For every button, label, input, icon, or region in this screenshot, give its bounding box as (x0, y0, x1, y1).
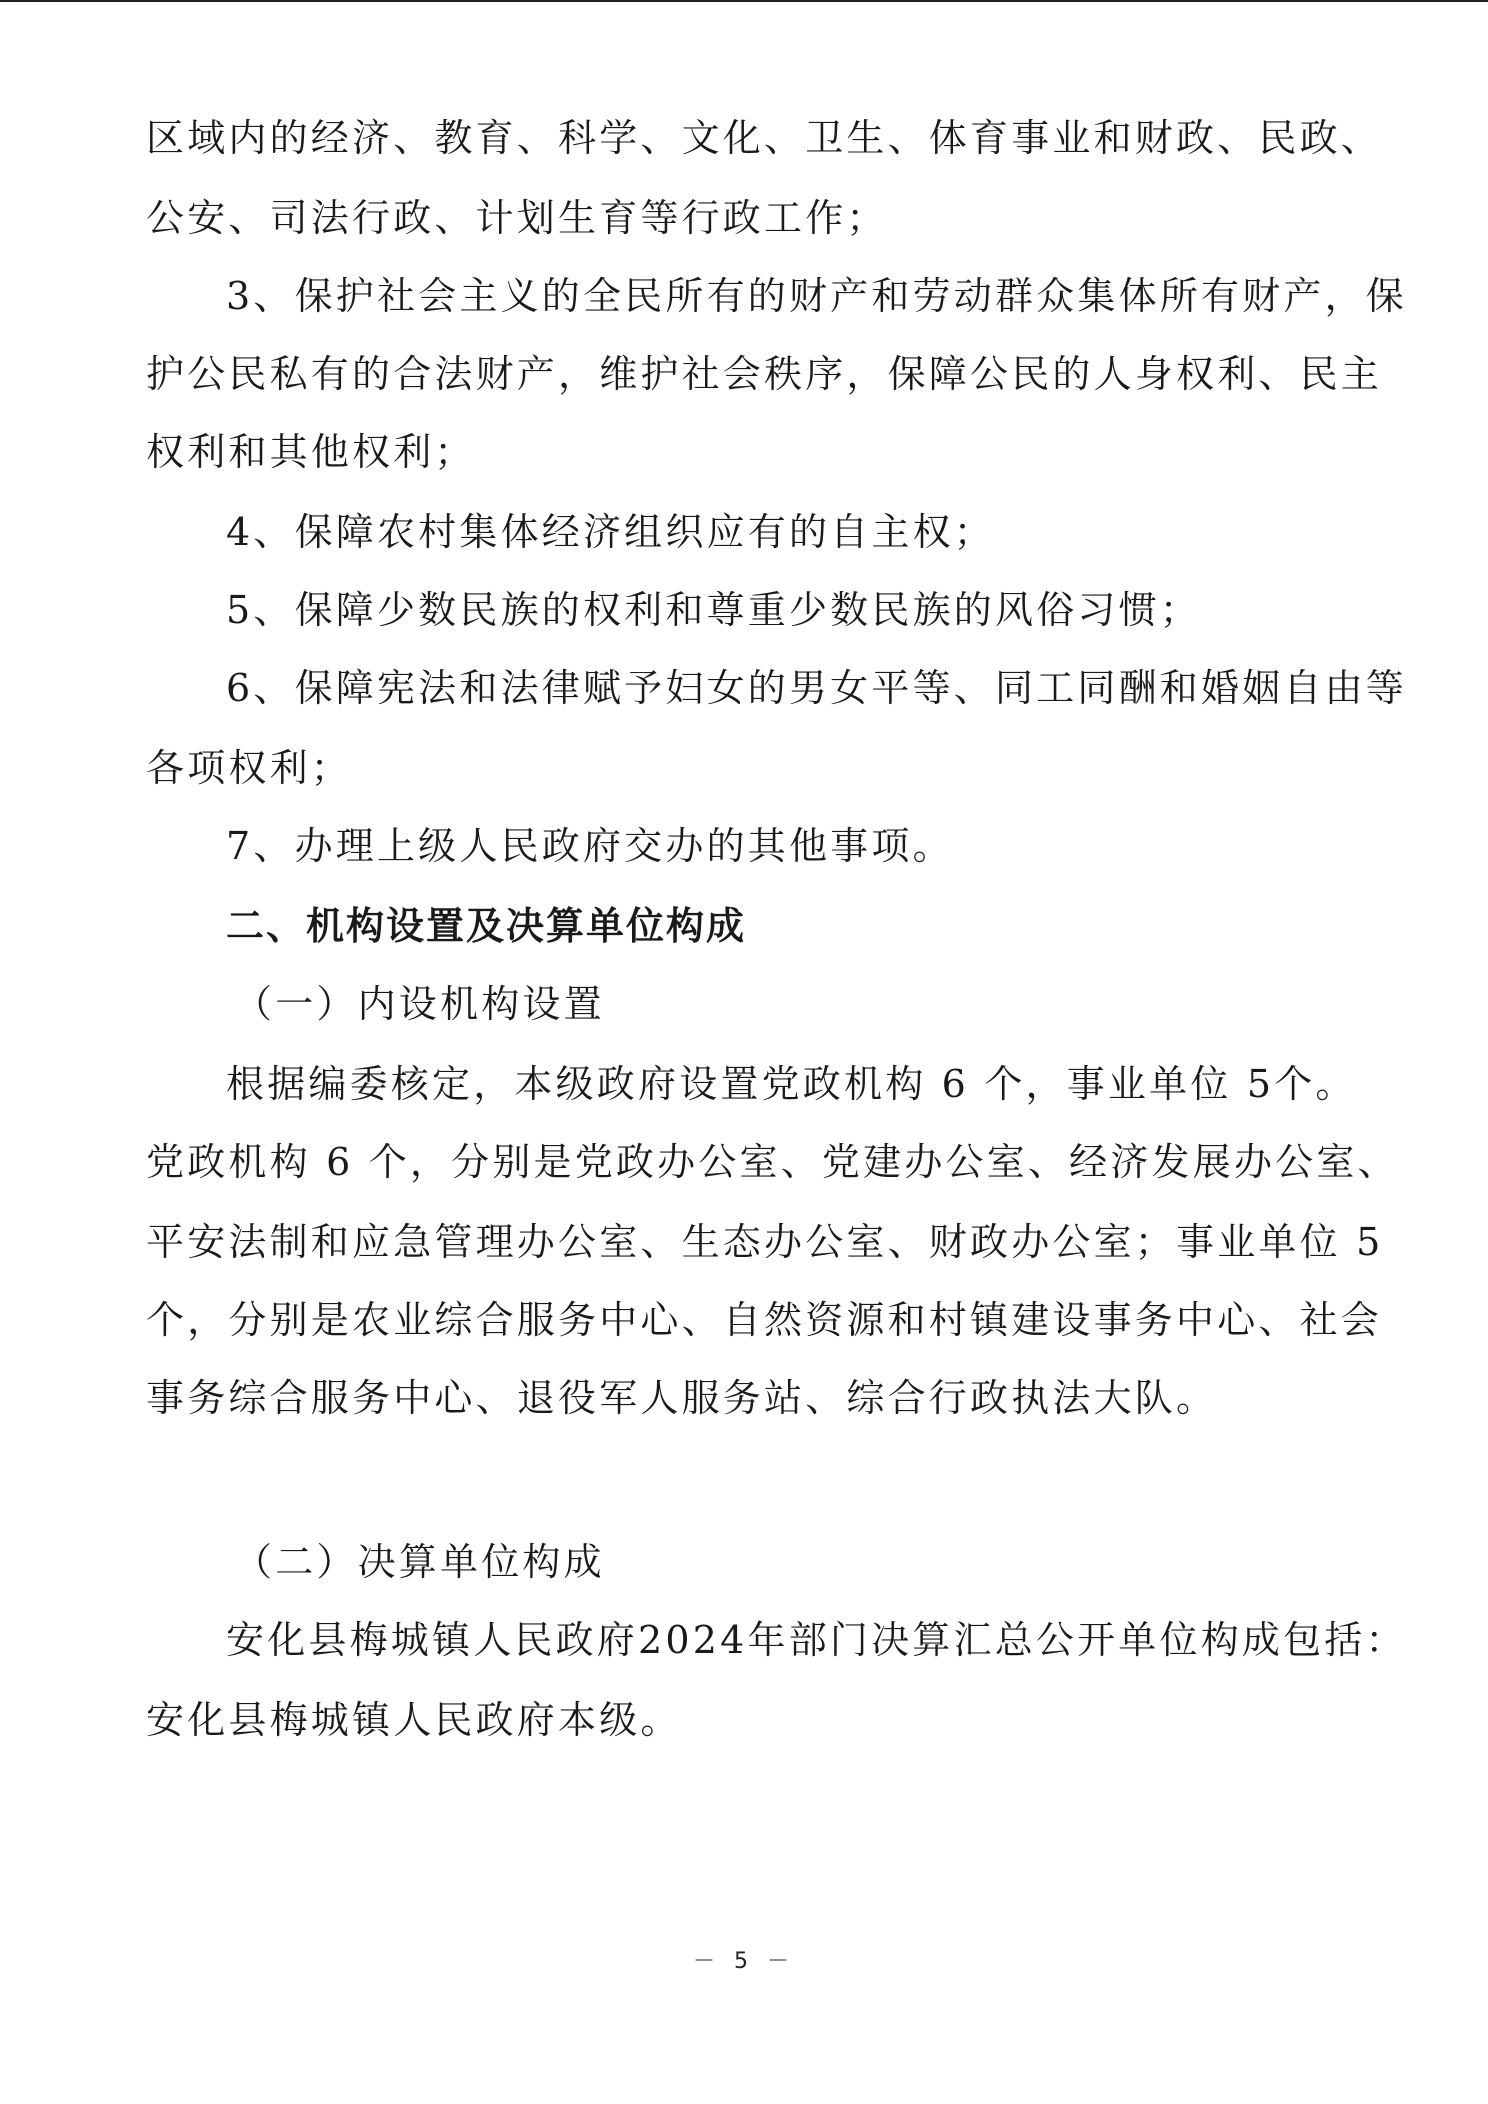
paragraph-line: 党政机构 6 个，分别是党政办公室、党建办公室、经济发展办公室、 (146, 1140, 1399, 1184)
paragraph-line: 护公民私有的合法财产，维护社会秩序，保障公民的人身权利、民主 (146, 352, 1383, 396)
subsection-heading: （一）内设机构设置 (234, 982, 605, 1026)
list-item-5: 5、保障少数民族的权利和尊重少数民族的风俗习惯； (226, 588, 1201, 632)
list-item-6: 6、保障宪法和法律赋予妇女的男女平等、同工同酬和婚姻自由等 (226, 666, 1407, 710)
paragraph-line: 权利和其他权利； (146, 430, 476, 474)
subsection-heading: （二）决算单位构成 (234, 1540, 605, 1584)
page-number: － 5 － (693, 1949, 795, 1974)
paragraph-line: 公安、司法行政、计划生育等行政工作； (146, 196, 888, 240)
paragraph-line: 事务综合服务中心、退役军人服务站、综合行政执法大队。 (146, 1376, 1218, 1420)
paragraph-line: 区域内的经济、教育、科学、文化、卫生、体育事业和财政、民政、 (146, 116, 1383, 160)
paragraph-line: 安化县梅城镇人民政府本级。 (146, 1698, 682, 1742)
paragraph-line: 平安法制和应急管理办公室、生态办公室、财政办公室；事业单位 5 (146, 1220, 1384, 1264)
list-item-7: 7、办理上级人民政府交办的其他事项。 (226, 824, 954, 868)
list-item-3: 3、保护社会主义的全民所有的财产和劳动群众集体所有财产，保 (226, 274, 1407, 318)
top-border-rule (0, 0, 1488, 2)
list-item-4: 4、保障农村集体经济组织应有的自主权； (226, 510, 995, 554)
paragraph-line: 各项权利； (146, 746, 353, 790)
paragraph-line: 安化县梅城镇人民政府2024年部门决算汇总公开单位构成包括： (226, 1618, 1407, 1662)
paragraph-line: 根据编委核定，本级政府设置党政机构 6 个，事业单位 5个。 (226, 1062, 1357, 1106)
section-heading: 二、机构设置及决算单位构成 (226, 904, 747, 948)
paragraph-line: 个，分别是农业综合服务中心、自然资源和村镇建设事务中心、社会 (146, 1298, 1383, 1342)
